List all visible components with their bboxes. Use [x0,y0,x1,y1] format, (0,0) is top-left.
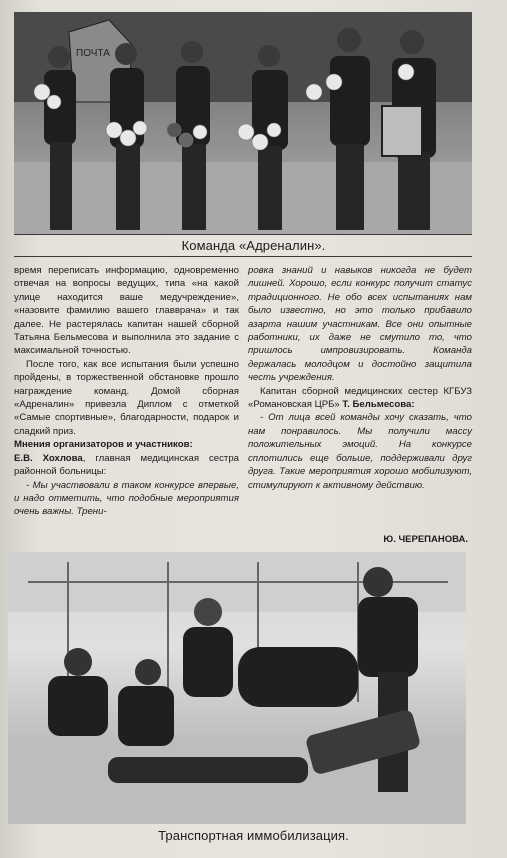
team-photo-illustration [14,12,472,234]
quote-2: - От лица всей команды хочу сказать, что нам понравилось. Мы получили массу положительных эмоций. На конкурсе сплотились еще больше, поддерживали друг друга. Такие мероприятия хорошо мобилизуют, стимулируют к активному действию. [248,412,472,491]
speaker-2-role: Капитан сборной медицинских сестер КГБУЗ «Романовская ЦРБ» [248,385,472,411]
bottom-photo-caption: Транспортная иммобилизация. [158,828,349,843]
speaker-2-name: Т. Бельмесова: [339,399,415,411]
speaker-1-name: Е.В. Хохлова [14,452,83,464]
article-column-2 [248,264,472,492]
speaker-1-intro [14,452,239,479]
speaker-1-role: , главная медицинская сестра районной больницы: [14,452,239,478]
post-sign-text: ПОЧТА [76,48,110,59]
author-signature: Ю. ЧЕРЕПАНОВА. [383,534,468,545]
immobilization-photo-illustration [8,552,466,824]
top-photo-caption: Команда «Адреналин». [181,238,326,253]
paragraph-1: время переписать информацию, одновременно отвечая на вопросы ведущих, типа «на какой улице находится ваше медучреждение», «назовите фамилию вашего главврача» и так далее. Не растерялась капитан нашей сборной Татьяна Бельмесова и выполнила это задание с максимальной точностью. [14,265,239,357]
team-photo [14,12,472,234]
article-column-1 [14,264,239,519]
photo-caption-rule-bottom [14,256,472,257]
quote-1-continued: ровка знаний и навыков никогда не будет лишней. Хорошо, если конкурс получит статус традиционного. Не обо всех испытаниях нам было известно, но это только прибавило азарта нашим участникам. Все они опытные работники, их даже не смутило то, что пришлось импровизировать. Команда держалась молодцом и достойно защитила честь учреждения. [248,265,472,384]
speaker-2-intro [248,385,472,412]
paragraph-2: После того, как все испытания были успешно пройдены, в торжественной обстановке прошло награждение команд. Домой сборная «Адреналин» привезла Диплом с отметкой «Самые спортивные», благодарности, подарок и сладкий приз. [14,358,239,437]
photo-caption-rule-top [14,234,472,235]
opinions-heading: Мнения организаторов и участников: [14,439,193,451]
immobilization-photo [8,552,466,824]
quote-1: - Мы участвовали в таком конкурсе впервые, и надо отметить, что подобные мероприятия очень важны. Трени- [14,479,239,518]
diploma-frame [382,106,422,156]
